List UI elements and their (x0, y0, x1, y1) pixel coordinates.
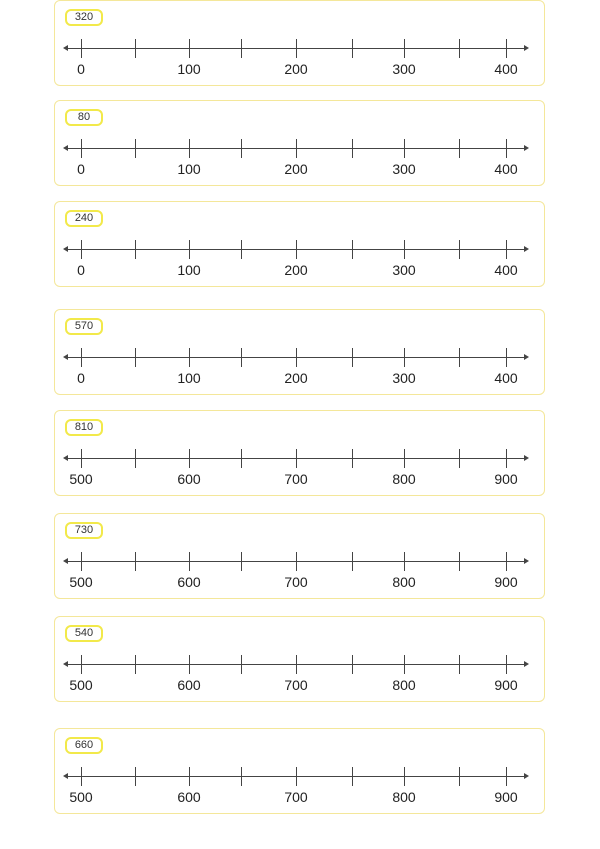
tick-mark (241, 767, 242, 786)
tick-mark (296, 655, 297, 674)
tick-label: 400 (494, 61, 518, 77)
tick-mark (81, 655, 82, 674)
tick-label: 100 (177, 262, 201, 278)
tick-mark (352, 449, 353, 468)
target-number-badge: 730 (65, 522, 103, 539)
tick-label: 700 (284, 677, 308, 693)
tick-mark (135, 552, 136, 571)
arrow-left-icon (63, 145, 68, 151)
tick-mark (241, 449, 242, 468)
arrow-right-icon (524, 354, 529, 360)
tick-mark (459, 449, 460, 468)
target-number-badge: 540 (65, 625, 103, 642)
tick-mark (135, 240, 136, 259)
tick-mark (189, 449, 190, 468)
tick-mark (352, 767, 353, 786)
arrow-right-icon (524, 558, 529, 564)
arrow-left-icon (63, 45, 68, 51)
tick-mark (135, 767, 136, 786)
target-number-badge: 570 (65, 318, 103, 335)
tick-mark (241, 655, 242, 674)
tick-label: 700 (284, 574, 308, 590)
tick-mark (506, 240, 507, 259)
tick-label: 500 (69, 471, 93, 487)
tick-label: 600 (177, 471, 201, 487)
tick-label: 200 (284, 161, 308, 177)
tick-label: 100 (177, 61, 201, 77)
tick-mark (459, 139, 460, 158)
tick-mark (404, 39, 405, 58)
tick-label: 400 (494, 370, 518, 386)
tick-mark (296, 552, 297, 571)
tick-mark (459, 240, 460, 259)
tick-mark (404, 449, 405, 468)
tick-mark (459, 655, 460, 674)
tick-label: 300 (392, 262, 416, 278)
tick-mark (459, 767, 460, 786)
tick-mark (135, 449, 136, 468)
tick-label: 0 (77, 370, 85, 386)
tick-mark (241, 552, 242, 571)
tick-mark (352, 655, 353, 674)
tick-mark (352, 552, 353, 571)
tick-mark (189, 240, 190, 259)
tick-label: 300 (392, 161, 416, 177)
tick-mark (404, 139, 405, 158)
tick-label: 200 (284, 262, 308, 278)
tick-label: 800 (392, 574, 416, 590)
arrow-left-icon (63, 558, 68, 564)
tick-mark (459, 552, 460, 571)
tick-mark (506, 767, 507, 786)
number-line-card (54, 728, 545, 814)
tick-mark (506, 655, 507, 674)
tick-label: 800 (392, 471, 416, 487)
tick-label: 400 (494, 262, 518, 278)
arrow-right-icon (524, 773, 529, 779)
tick-mark (459, 39, 460, 58)
tick-mark (135, 655, 136, 674)
target-number-badge: 660 (65, 737, 103, 754)
tick-mark (352, 348, 353, 367)
tick-mark (404, 348, 405, 367)
arrow-left-icon (63, 455, 68, 461)
tick-label: 0 (77, 61, 85, 77)
tick-label: 200 (284, 61, 308, 77)
tick-label: 400 (494, 161, 518, 177)
tick-mark (459, 348, 460, 367)
arrow-right-icon (524, 145, 529, 151)
arrow-right-icon (524, 455, 529, 461)
tick-label: 500 (69, 574, 93, 590)
tick-mark (81, 552, 82, 571)
tick-mark (506, 552, 507, 571)
tick-mark (296, 767, 297, 786)
target-number-badge: 320 (65, 9, 103, 26)
arrow-left-icon (63, 354, 68, 360)
tick-mark (81, 767, 82, 786)
tick-label: 700 (284, 471, 308, 487)
tick-mark (296, 240, 297, 259)
tick-mark (296, 449, 297, 468)
tick-mark (296, 139, 297, 158)
tick-mark (189, 655, 190, 674)
number-line-card (54, 410, 545, 496)
tick-mark (404, 240, 405, 259)
number-line-card (54, 616, 545, 702)
tick-mark (189, 139, 190, 158)
tick-mark (506, 39, 507, 58)
tick-mark (81, 240, 82, 259)
tick-label: 800 (392, 789, 416, 805)
tick-mark (404, 552, 405, 571)
arrow-left-icon (63, 246, 68, 252)
tick-label: 600 (177, 789, 201, 805)
tick-label: 0 (77, 161, 85, 177)
tick-mark (352, 39, 353, 58)
tick-mark (404, 655, 405, 674)
tick-mark (135, 348, 136, 367)
tick-label: 900 (494, 471, 518, 487)
tick-mark (189, 348, 190, 367)
tick-label: 300 (392, 61, 416, 77)
tick-mark (189, 552, 190, 571)
arrow-left-icon (63, 661, 68, 667)
tick-mark (241, 139, 242, 158)
tick-mark (506, 449, 507, 468)
tick-label: 600 (177, 677, 201, 693)
tick-label: 100 (177, 370, 201, 386)
target-number-badge: 80 (65, 109, 103, 126)
number-line-card (54, 0, 545, 86)
tick-mark (81, 449, 82, 468)
tick-mark (241, 240, 242, 259)
tick-mark (296, 39, 297, 58)
tick-label: 700 (284, 789, 308, 805)
tick-label: 500 (69, 789, 93, 805)
tick-mark (81, 139, 82, 158)
tick-label: 200 (284, 370, 308, 386)
tick-mark (506, 139, 507, 158)
tick-mark (81, 39, 82, 58)
tick-mark (296, 348, 297, 367)
tick-mark (241, 39, 242, 58)
tick-mark (506, 348, 507, 367)
number-line-card (54, 513, 545, 599)
tick-label: 500 (69, 677, 93, 693)
tick-mark (241, 348, 242, 367)
number-line-card (54, 100, 545, 186)
tick-mark (135, 39, 136, 58)
target-number-badge: 810 (65, 419, 103, 436)
tick-mark (352, 240, 353, 259)
number-line-card (54, 309, 545, 395)
tick-mark (135, 139, 136, 158)
tick-mark (81, 348, 82, 367)
arrow-left-icon (63, 773, 68, 779)
tick-label: 300 (392, 370, 416, 386)
tick-mark (189, 39, 190, 58)
target-number-badge: 240 (65, 210, 103, 227)
arrow-right-icon (524, 45, 529, 51)
tick-label: 900 (494, 677, 518, 693)
tick-label: 0 (77, 262, 85, 278)
number-line-card (54, 201, 545, 287)
tick-label: 600 (177, 574, 201, 590)
tick-label: 100 (177, 161, 201, 177)
arrow-right-icon (524, 246, 529, 252)
tick-mark (189, 767, 190, 786)
tick-label: 800 (392, 677, 416, 693)
arrow-right-icon (524, 661, 529, 667)
tick-mark (352, 139, 353, 158)
tick-label: 900 (494, 574, 518, 590)
tick-label: 900 (494, 789, 518, 805)
tick-mark (404, 767, 405, 786)
